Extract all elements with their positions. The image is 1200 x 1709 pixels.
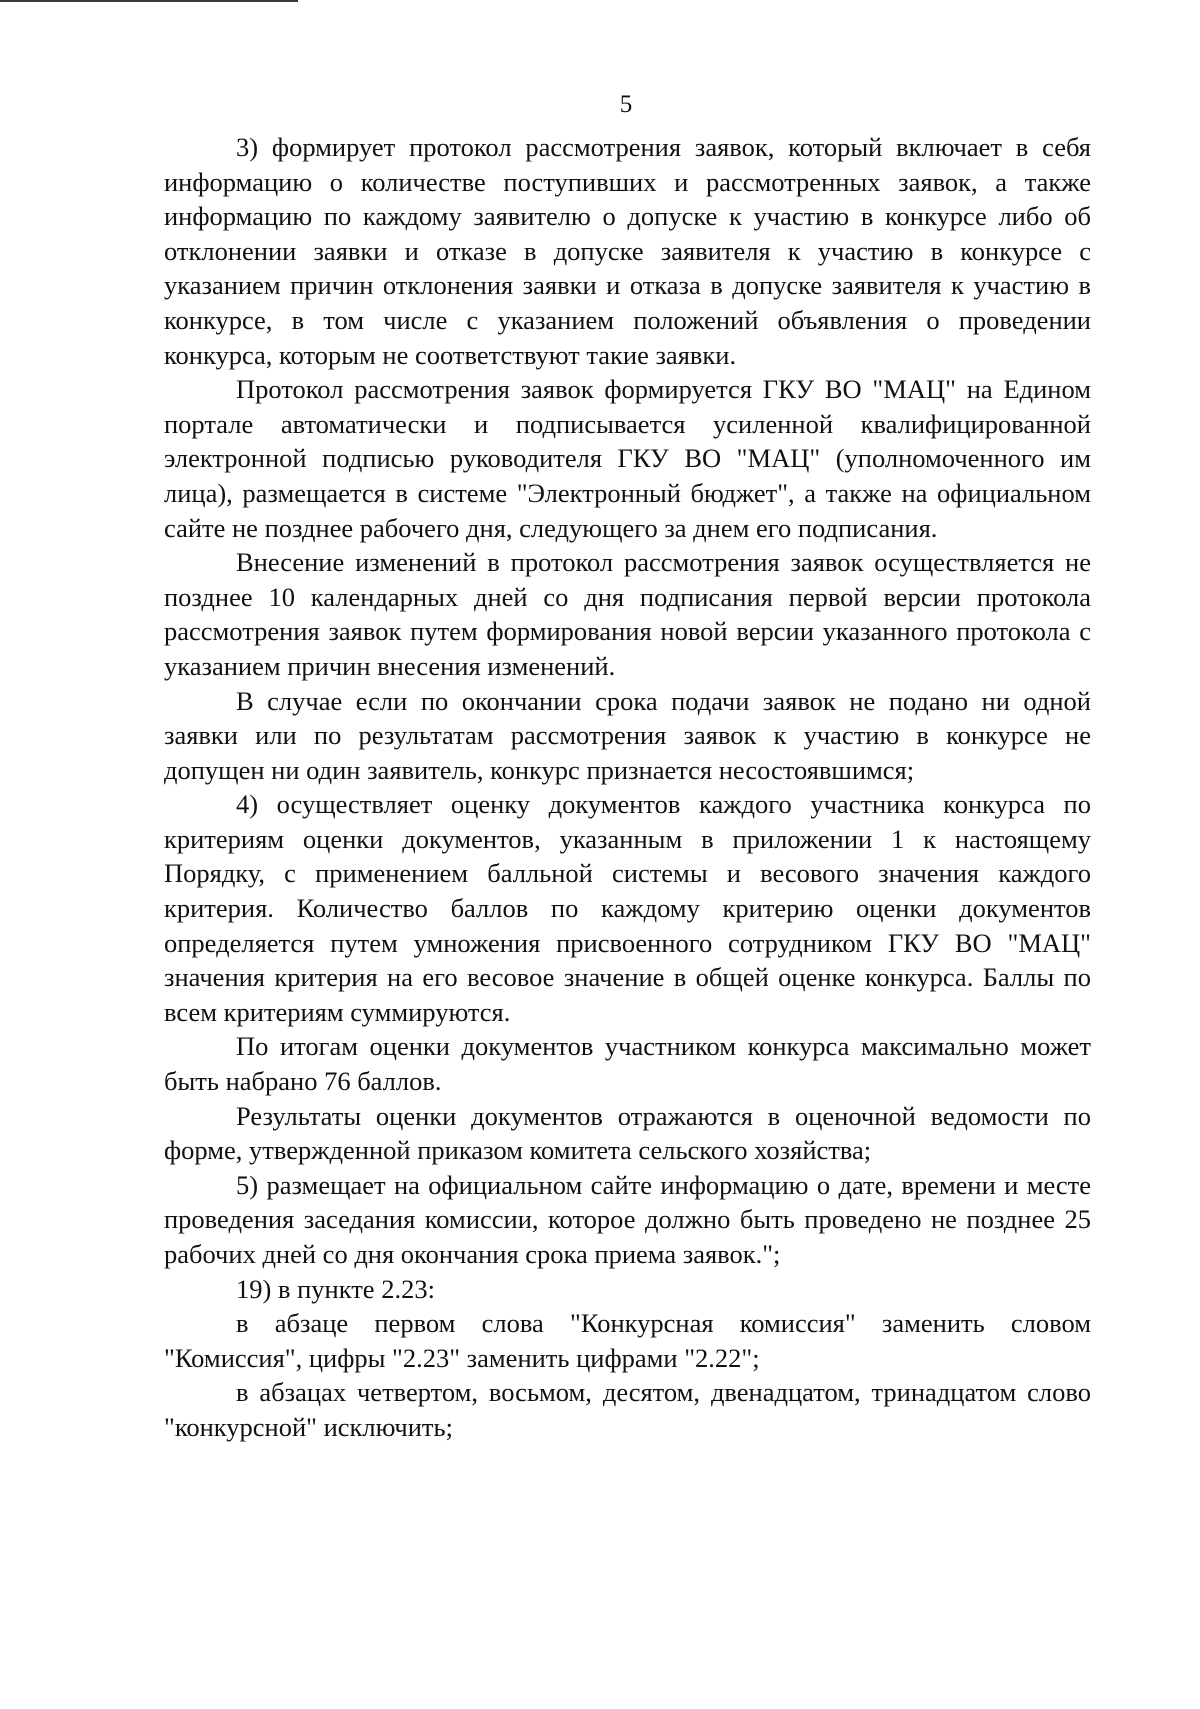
paragraph: 4) осуществляет оценку документов каждого участника конкурса по критериям оценки документов, указанным в приложении 1 к настоящему Порядку, с применением балльной системы и весового значения каждого критерия. Количество баллов по каждому критерию оценки документов определяется путем умножения присвоенного сотрудником ГКУ ВО "МАЦ" значения критерия на его весовое значение в общей оценке конкурса. Баллы по всем критериям суммируются.: [164, 789, 1091, 1027]
paragraph: Протокол рассмотрения заявок формируется ГКУ ВО "МАЦ" на Едином портале автоматически и подписывается усиленной квалифицированной электронной подписью руководителя ГКУ ВО "МАЦ" (уполномоченного им лица), размещается в системе "Электронный бюджет", а также на официальном сайте не позднее рабочего дня, следующего за днем его подписания.: [164, 374, 1091, 543]
paragraph: Внесение изменений в протокол рассмотрения заявок осуществляется не позднее 10 календарных дней со дня подписания первой версии протокола рассмотрения заявок путем формирования новой версии указанного протокола с указанием причин внесения изменений.: [164, 547, 1091, 681]
paragraph: Результаты оценки документов отражаются в оценочной ведомости по форме, утвержденной приказом комитета сельского хозяйства;: [164, 1100, 1091, 1166]
paragraph: По итогам оценки документов участником конкурса максимально может быть набрано 76 баллов.: [164, 1031, 1091, 1097]
paragraph: 19) в пункте 2.23:: [236, 1273, 435, 1304]
document-body: [164, 130, 1091, 1445]
paragraph: 3) формирует протокол рассмотрения заявок, который включает в себя информацию о количестве поступивших и рассмотренных заявок, а также информацию по каждому заявителю о допуске к участию в конкурсе либо об отклонении заявки и отказе в допуске заявителя к участию в конкурсе с указанием причин отклонения заявки и отказа в допуске заявителя к участию в конкурсе, в том числе с указанием положений объявления о проведении конкурса, которым не соответствуют такие заявки.: [164, 132, 1091, 370]
paragraph: 5) размещает на официальном сайте информацию о дате, времени и месте проведения заседания комиссии, которое должно быть проведено не позднее 25 рабочих дней со дня окончания срока приема заявок.";: [164, 1169, 1091, 1269]
paragraph: в абзацах четвертом, восьмом, десятом, двенадцатом, тринадцатом слово "конкурсной" исключить;: [164, 1377, 1091, 1442]
top-scan-rule: [0, 0, 298, 2]
paragraph: в абзаце первом слова "Конкурсная комиссия" заменить словом "Комиссия", цифры "2.23" заменить цифрами "2.22";: [164, 1308, 1091, 1373]
page-number: 5: [619, 91, 633, 118]
paragraph: В случае если по окончании срока подачи заявок не подано ни одной заявки или по результатам рассмотрения заявок к участию в конкурсе не допущен ни один заявитель, конкурс признается несостоявшимся;: [164, 685, 1091, 785]
